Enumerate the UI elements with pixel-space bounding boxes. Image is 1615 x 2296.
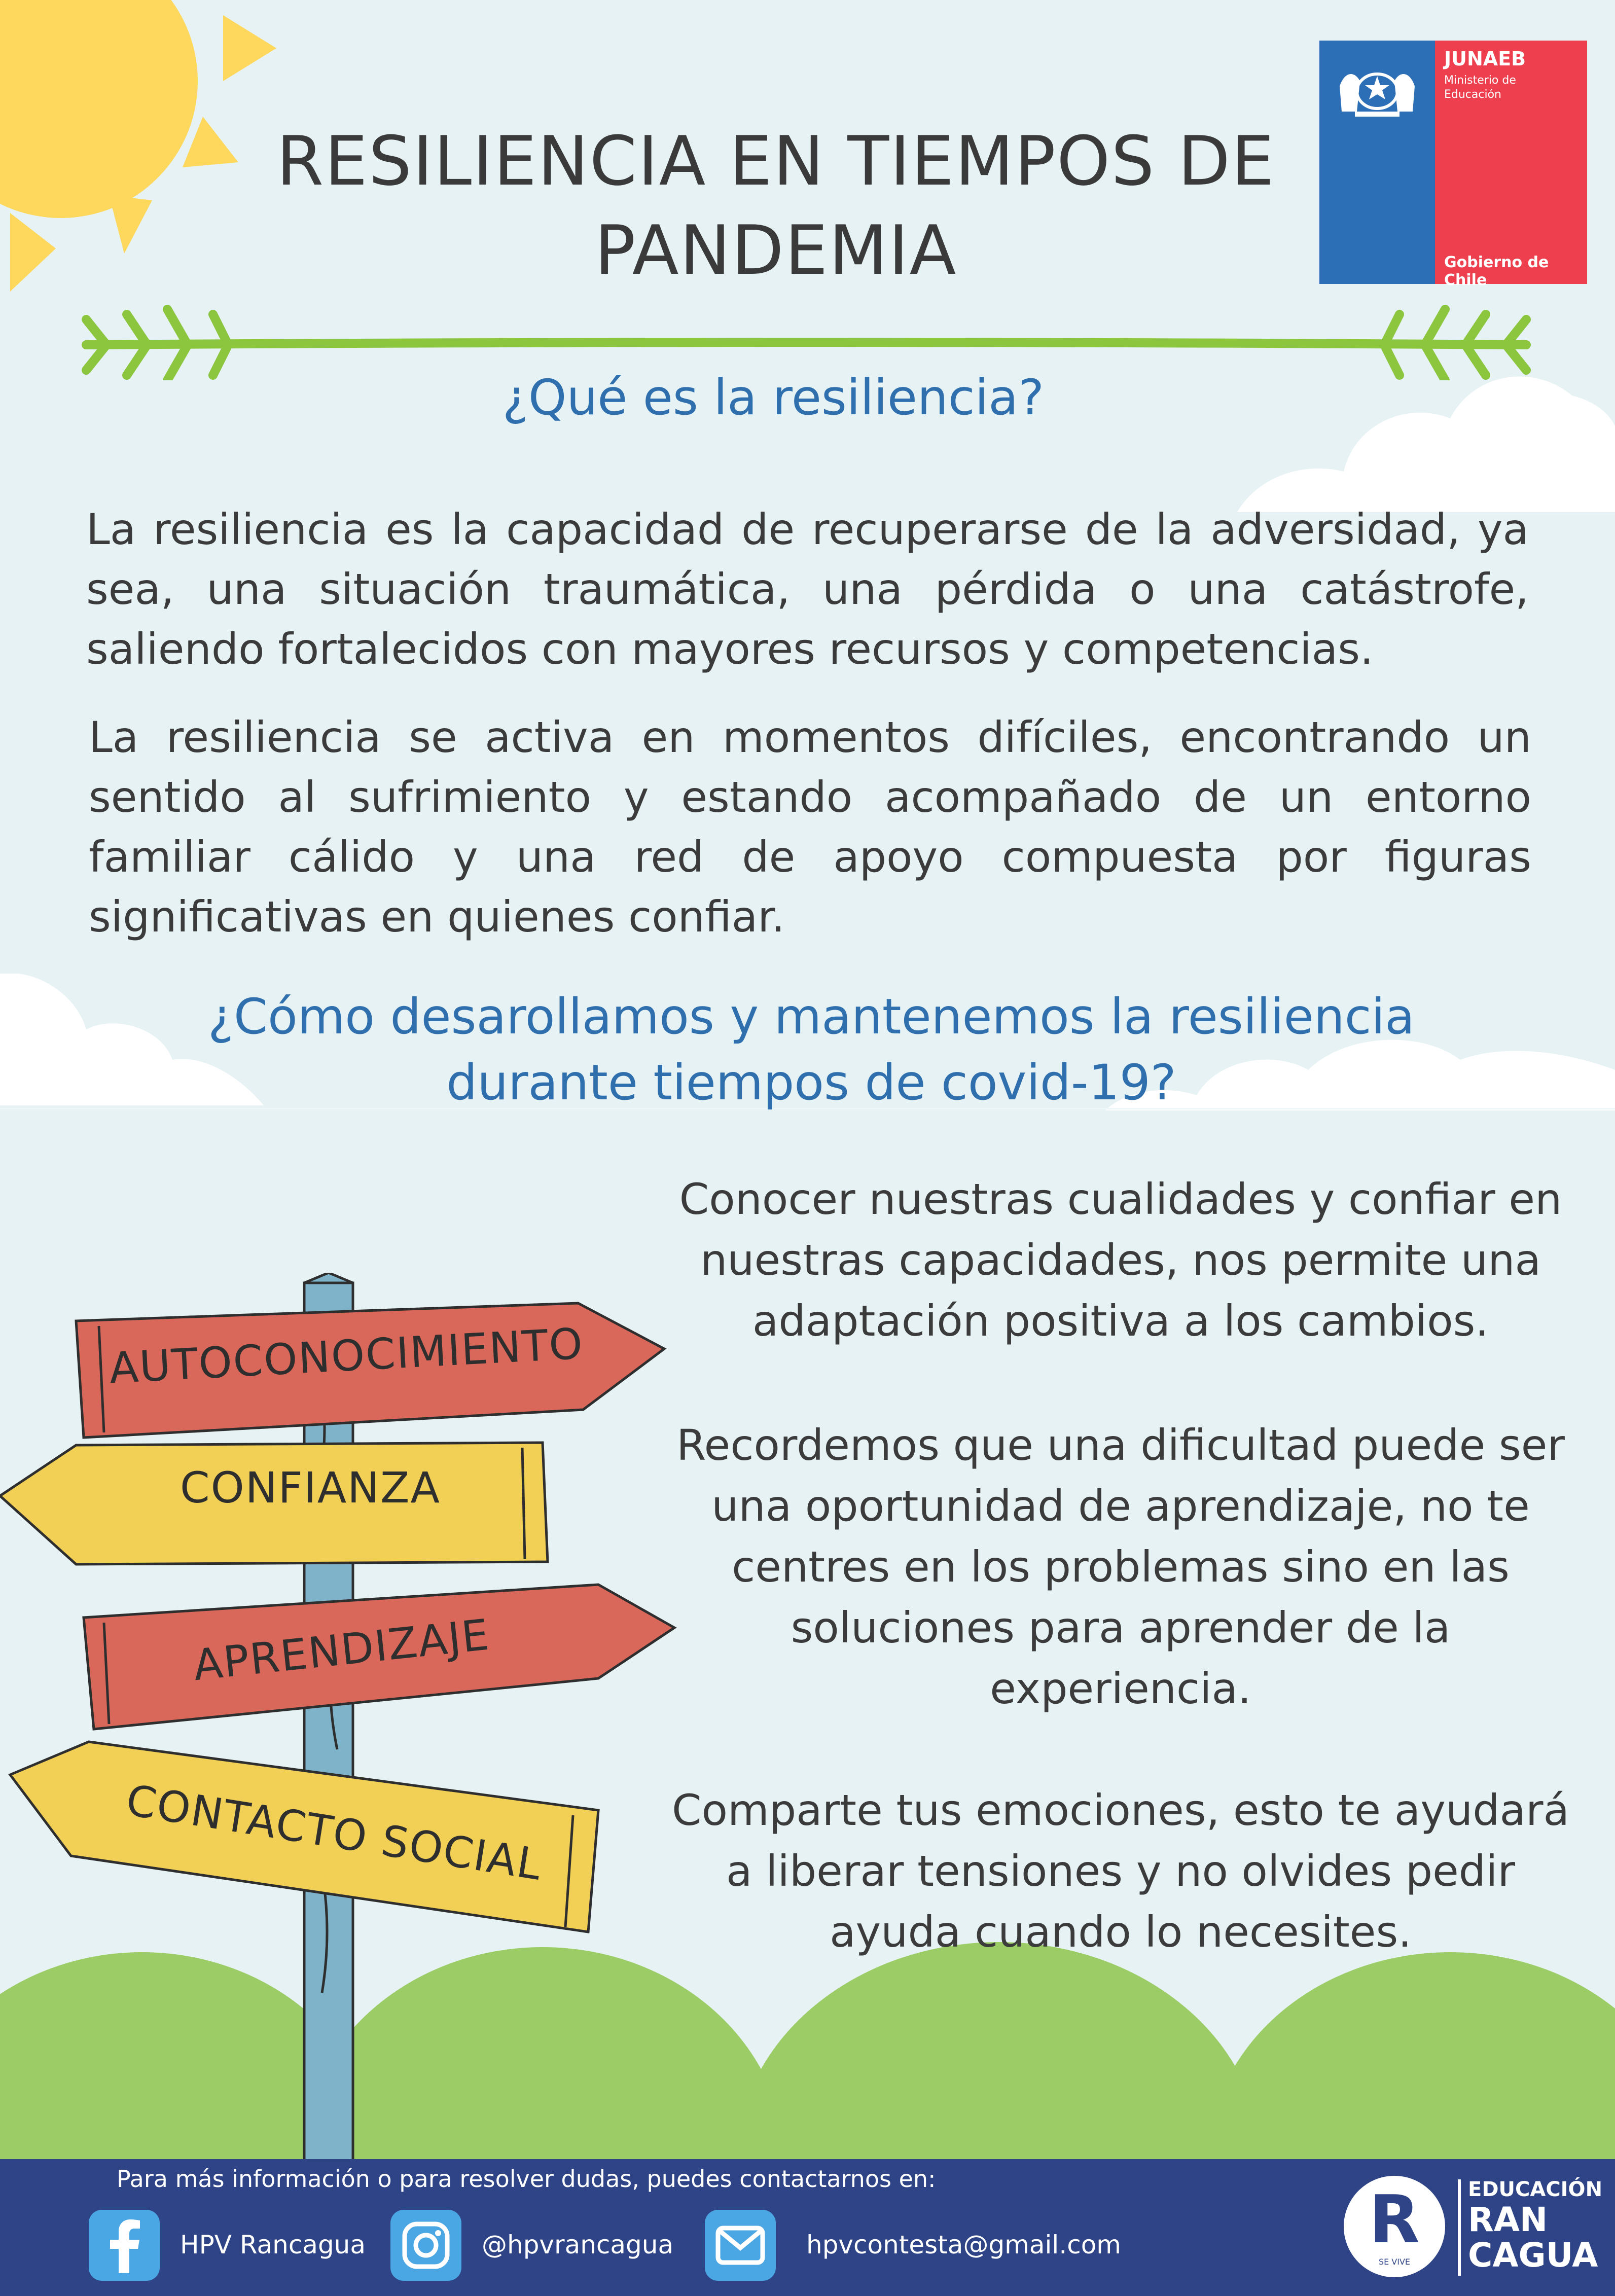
section2-question xyxy=(167,984,1455,1116)
mail-icon[interactable] xyxy=(705,2210,776,2281)
sign-label-autoconocimiento: AUTOCONOCIMIENTO xyxy=(108,1318,585,1393)
page-title-line2: PANDEMIA xyxy=(594,211,957,290)
logo-ministry-line2: Educación xyxy=(1444,88,1501,101)
logo-government: Gobierno de Chile xyxy=(1444,254,1549,289)
page-title-line1: RESILIENCIA EN TIEMPOS DE xyxy=(276,122,1275,201)
sign-label-aprendizaje: APRENDIZAJE xyxy=(191,1609,492,1691)
section1-paragraph2: La resiliencia se activa en momentos difíciles, encontrando un sentido al sufrimiento y estando acompañado de un entorno familiar cálido y una red de apoyo compuesta por figuras significativas en quienes confiar. xyxy=(89,712,1531,942)
page-title xyxy=(233,117,1318,295)
logo-ministry-line1: Ministerio de xyxy=(1444,74,1516,87)
brand-line2: RAN xyxy=(1468,2200,1548,2239)
footer xyxy=(0,2159,1615,2296)
tip-aprendizaje: Recordemos que una dificultad puede ser una oportunidad de aprendizaje, no te centres en los problemas sino en las soluciones para aprender de la experiencia. xyxy=(676,1420,1565,1713)
brand-r-glyph: R xyxy=(1369,2181,1420,2258)
sign-label-confianza: CONFIANZA xyxy=(180,1463,441,1513)
logo-red-panel xyxy=(1435,41,1587,289)
logo-blue-panel xyxy=(1319,41,1435,284)
section2-question-line1: ¿Cómo desarollamos y mantenemos la resiliencia xyxy=(208,988,1415,1045)
logo-org: JUNAEB xyxy=(1444,48,1526,70)
brand-line1: EDUCACIÓN xyxy=(1468,2178,1603,2201)
instagram-icon[interactable] xyxy=(390,2210,461,2281)
section1-question: ¿Qué es la resiliencia? xyxy=(502,369,1045,426)
section2-question-line2: durante tiempos de covid-19? xyxy=(446,1054,1176,1111)
brand-circle xyxy=(1344,2176,1445,2277)
section1-paragraph1: La resiliencia es la capacidad de recuperarse de la adversidad, ya sea, una situación traumática, una pérdida o una catástrofe, saliendo fortalecidos con mayores recursos y competencias. xyxy=(86,505,1529,674)
brand-line3: CAGUA xyxy=(1468,2236,1598,2275)
facebook-icon[interactable] xyxy=(89,2210,160,2281)
instagram-link[interactable]: @hpvrancagua xyxy=(482,2230,674,2259)
brand-tagline: SE VIVE xyxy=(1378,2257,1411,2267)
footer-intro: Para más información o para resolver dudas, puedes contactarnos en: xyxy=(117,2165,936,2193)
tip-contacto-social: Comparte tus emociones, esto te ayudará a liberar tensiones y no olvides pedir ayuda cuando lo necesites. xyxy=(671,1785,1570,1957)
sign-label-contacto-social: CONTACTO SOCIAL xyxy=(123,1775,546,1890)
facebook-link[interactable]: HPV Rancagua xyxy=(180,2230,366,2259)
coat-of-arms-icon xyxy=(1319,41,1435,142)
signpost-icon xyxy=(0,1273,679,2165)
education-rancagua-logo xyxy=(1344,2172,1607,2286)
branch-icon xyxy=(76,289,1536,380)
email-link[interactable]: hpvcontesta@gmail.com xyxy=(806,2230,1121,2259)
brand-divider xyxy=(1458,2179,1461,2276)
tip-autoconocimiento: Conocer nuestras cualidades y confiar en nuestras capacidades, nos permite una adaptación positiva a los cambios. xyxy=(679,1174,1562,1346)
government-logo xyxy=(1319,41,1587,289)
